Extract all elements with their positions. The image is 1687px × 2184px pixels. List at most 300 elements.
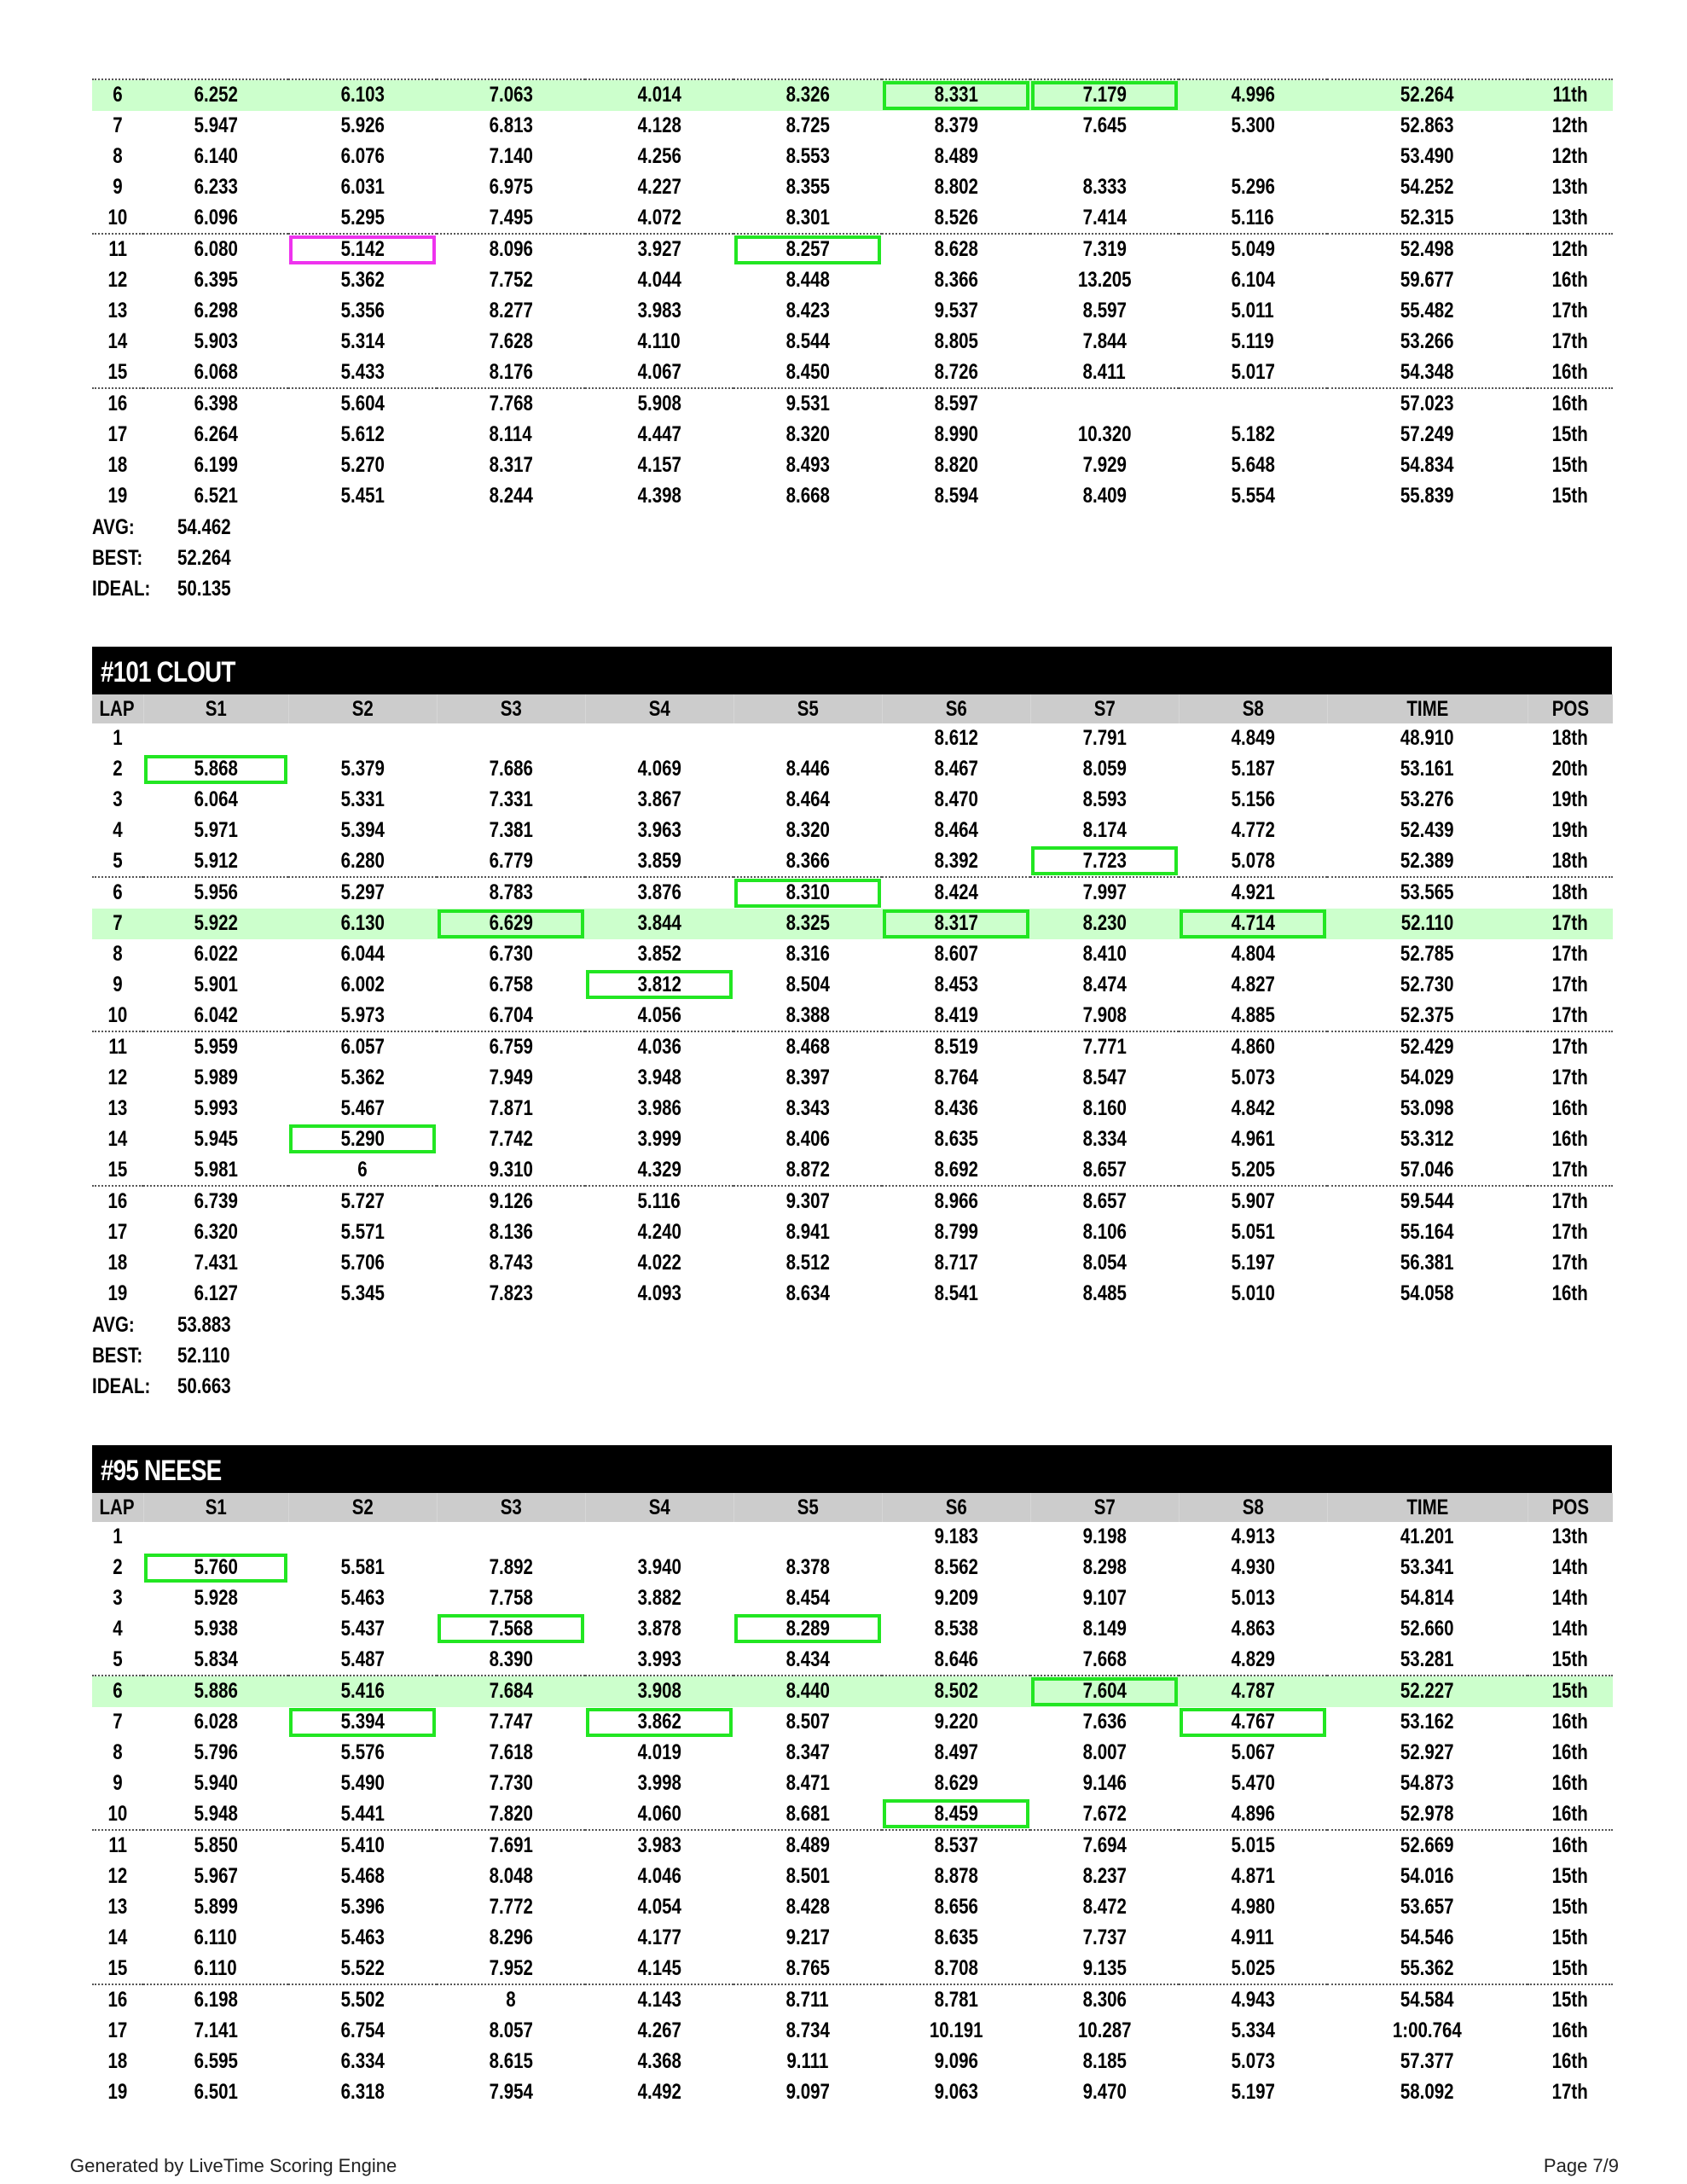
sector-4-time: 4.157 [637,452,681,477]
column-header-time: TIME [1327,694,1528,723]
sector-1-time: 5.868 [143,754,288,785]
sector-7-time: 8.474 [1082,972,1127,996]
sector-6-time: 9.220 [934,1710,978,1734]
position: 12th [1551,113,1589,138]
position: 18th [1528,877,1613,909]
position: 15th [1528,1676,1613,1707]
sector-5-time: 8.725 [786,113,830,138]
sector-4-time: 4.447 [637,422,681,447]
sector-1-time: 5.796 [194,1740,238,1764]
sector-6-time: 8.392 [934,848,978,873]
sector-1-time: 6.198 [143,1984,288,2016]
sector-6-time: 8.317 [882,909,1030,939]
driver-section-101-clout [92,647,1612,1403]
sector-5-time: 8.468 [733,1031,882,1063]
sector-8-time: 5.013 [1231,1585,1275,1610]
sector-4-time: 4.143 [585,1984,733,2016]
lap-number: 18 [107,1250,128,1275]
sector-6-time: 8.436 [934,1095,978,1120]
sector-6-time: 8.708 [934,1955,978,1980]
sector-1-time [143,1522,288,1553]
sector-1-time: 6.398 [143,388,288,420]
sector-5-time: 8.450 [786,359,830,384]
sector-8-time: 4.787 [1179,1676,1327,1707]
sector-7-time [1030,142,1179,172]
sector-4-time: 4.267 [637,2018,681,2043]
sector-5-time: 8.941 [786,1220,830,1245]
sector-1-time: 5.989 [194,1066,238,1090]
sector-1-time: 6.064 [194,787,238,811]
sector-5-time: 8.434 [786,1647,830,1671]
lap-number: 16 [92,1186,143,1217]
sector-4-time: 4.036 [585,1031,733,1063]
sector-2-time: 5.314 [340,328,385,353]
driver-banner [92,1445,1612,1493]
sector-4-time: 4.329 [637,1157,681,1182]
sector-3-time: 7.628 [489,328,533,353]
lap-number: 4 [113,817,123,842]
sector-3-time: 6.704 [489,1002,533,1027]
lap-time: 53.312 [1400,1126,1454,1151]
sector-3-time [437,723,585,754]
stat-ideal [92,574,1612,605]
sector-7-time: 8.007 [1082,1740,1127,1764]
sector-4-time: 3.927 [585,234,733,265]
lap-number: 3 [113,787,123,811]
sector-3-time: 8.783 [437,877,585,909]
sector-2-time: 5.727 [288,1186,437,1217]
sector-3-time: 7.871 [489,1095,533,1120]
sector-1-time: 6.320 [194,1220,238,1245]
lap-row [92,845,1613,877]
lap-time: 52.498 [1327,234,1528,265]
sector-4-time: 3.812 [585,969,733,1000]
lap-number: 18 [107,2048,128,2073]
lap-number: 9 [113,972,123,996]
sector-8-time: 4.980 [1231,1894,1275,1919]
column-header-s7: S7 [1030,1493,1179,1522]
sector-7-time: 7.791 [1082,726,1127,751]
lap-number: 6 [92,877,143,909]
stat-value: 53.883 [177,1313,231,1338]
lap-number: 12 [107,268,128,293]
sector-2-time: 5.379 [340,757,385,781]
sector-2-time: 5.487 [340,1647,385,1671]
stat-ideal [92,1372,1612,1403]
sector-3-time: 8.114 [489,422,533,447]
lap-number: 10 [107,1002,128,1027]
sector-6-time: 8.470 [934,787,978,811]
sector-7-time: 9.135 [1082,1955,1127,1980]
sector-1-time: 6.252 [143,79,288,111]
sector-8-time: 4.849 [1231,726,1275,751]
sector-2-time: 5.468 [340,1864,385,1889]
sector-4-time: 4.145 [637,1955,681,1980]
sector-8-time: 5.010 [1231,1281,1275,1305]
sector-5-time: 8.446 [786,757,830,781]
lap-number: 5 [113,1647,123,1671]
sector-6-time: 8.628 [882,234,1030,265]
lap-time: 56.381 [1400,1250,1454,1275]
sector-7-time: 7.604 [1030,1676,1179,1707]
footer-generated-by: Generated by LiveTime Scoring Engine [70,2155,397,2176]
lap-number: 7 [113,113,123,138]
sector-6-time: 8.453 [934,972,978,996]
sector-5-time: 9.217 [786,1925,830,1949]
sector-3-time: 7.331 [489,787,533,811]
sector-7-time: 8.149 [1082,1616,1127,1641]
sector-1-time: 6.068 [194,359,238,384]
position: 16th [1528,1830,1613,1862]
sector-6-time: 8.646 [934,1647,978,1671]
sector-1-time: 5.971 [194,817,238,842]
sector-5-time: 8.388 [786,1002,830,1027]
lap-row [92,2047,1613,2077]
sector-3-time [437,1522,585,1553]
sector-2-time: 6.103 [288,79,437,111]
lap-time: 52.227 [1327,1676,1528,1707]
sector-6-time: 8.726 [934,359,978,384]
sector-8-time: 4.827 [1231,972,1275,996]
lap-row [92,1830,1613,1862]
lap-row [92,202,1613,234]
position: 16th [1551,1126,1589,1151]
sector-8-time: 4.804 [1231,941,1275,966]
sector-1-time: 6.080 [143,234,288,265]
sector-5-time: 9.531 [733,388,882,420]
sector-4-time: 4.067 [637,359,681,384]
lap-row [92,480,1613,511]
sector-1-time: 6.395 [194,268,238,293]
sector-4-time: 3.844 [585,909,733,939]
lap-time: 54.814 [1400,1585,1454,1610]
position: 17th [1551,2079,1589,2104]
sector-4-time: 4.056 [637,1002,681,1027]
sector-6-time: 8.331 [882,79,1030,111]
sector-5-time: 9.307 [733,1186,882,1217]
sector-5-time: 8.320 [786,422,830,447]
sector-6-time: 8.820 [934,452,978,477]
sector-3-time: 8.048 [489,1864,533,1889]
lap-number: 7 [113,1710,123,1734]
sector-6-time: 8.597 [882,388,1030,420]
sector-8-time: 5.907 [1179,1186,1327,1217]
position: 18th [1551,726,1589,751]
sector-1-time: 7.141 [194,2018,238,2043]
sector-1-time: 5.912 [194,848,238,873]
lap-time: 52.439 [1400,817,1454,842]
position: 16th [1551,2048,1589,2073]
sector-8-time: 5.334 [1231,2018,1275,2043]
sector-7-time: 9.470 [1082,2079,1127,2104]
lap-row [92,296,1613,327]
lap-row [92,1922,1613,1953]
lap-number: 12 [107,1864,128,1889]
sector-2-time: 5.437 [340,1616,385,1641]
sector-6-time: 8.781 [882,1984,1030,2016]
column-header-s7: S7 [1030,694,1179,723]
position: 17th [1551,328,1589,353]
position: 16th [1551,1740,1589,1764]
lap-row [92,450,1613,481]
sector-4-time: 4.044 [637,268,681,293]
lap-number: 15 [107,1157,128,1182]
lap-number: 16 [92,388,143,420]
sector-2-time: 6.002 [340,972,385,996]
sector-7-time: 7.771 [1030,1031,1179,1063]
sector-1-time: 6.233 [194,174,238,199]
sector-3-time: 7.568 [437,1613,585,1644]
sector-2-time [288,723,437,754]
position: 17th [1551,1066,1589,1090]
sector-6-time: 8.489 [934,143,978,168]
lap-number: 14 [107,1126,128,1151]
sector-3-time: 6.779 [489,848,533,873]
sector-5-time: 8.634 [786,1281,830,1305]
lap-number: 7 [92,909,143,939]
sector-7-time: 8.106 [1082,1220,1127,1245]
sector-1-time: 6.096 [194,205,238,229]
sector-3-time: 8 [437,1984,585,2016]
sector-2-time: 5.270 [340,452,385,477]
sector-8-time: 5.017 [1231,359,1275,384]
sector-4-time: 5.116 [585,1186,733,1217]
lap-row [92,1186,1613,1217]
sector-1-time: 6.264 [194,422,238,447]
column-header-s8: S8 [1179,694,1327,723]
position: 19th [1551,817,1589,842]
sector-6-time: 8.990 [934,422,978,447]
column-header-row [92,694,1613,723]
sector-8-time [1179,142,1327,172]
sector-4-time: 3.878 [637,1616,681,1641]
stat-label: AVG: [92,1313,135,1338]
sector-8-time: 5.648 [1231,452,1275,477]
lap-time: 54.029 [1400,1066,1454,1090]
sector-7-time: 7.672 [1082,1801,1127,1826]
lap-time: 59.677 [1400,268,1454,293]
sector-6-time: 8.656 [934,1894,978,1919]
sector-6-time: 8.379 [934,113,978,138]
sector-5-time: 8.325 [733,909,882,939]
lap-time: 52.660 [1400,1616,1454,1641]
lap-number: 19 [107,1281,128,1305]
sector-7-time: 8.410 [1082,941,1127,966]
sector-7-time: 8.411 [1082,359,1127,384]
sector-8-time: 5.051 [1231,1220,1275,1245]
sector-8-time: 4.913 [1231,1525,1275,1549]
sector-7-time: 8.547 [1082,1066,1127,1090]
sector-5-time: 8.310 [733,877,882,909]
lap-number: 16 [92,1984,143,2016]
sector-1-time: 6.140 [194,143,238,168]
sector-5-time: 8.326 [733,79,882,111]
lap-number: 3 [113,1585,123,1610]
lap-number: 14 [107,1925,128,1949]
sector-3-time: 8.390 [489,1647,533,1671]
sector-3-time: 8.057 [489,2018,533,2043]
sector-8-time: 4.921 [1179,877,1327,909]
sector-7-time: 8.333 [1082,174,1127,199]
column-header-s4: S4 [585,1493,733,1522]
sector-3-time: 8.176 [489,359,533,384]
lap-time: 53.266 [1400,328,1454,353]
lap-time: 52.264 [1327,79,1528,111]
position: 11th [1528,79,1613,111]
sector-8-time: 5.116 [1231,205,1275,229]
sector-4-time: 4.240 [637,1220,681,1245]
lap-number: 17 [107,1220,128,1245]
lap-number: 1 [113,1525,123,1549]
lap-number: 18 [107,452,128,477]
sector-1-time: 6.739 [143,1186,288,1217]
position: 17th [1528,1186,1613,1217]
lap-time: 55.839 [1400,483,1454,508]
sector-8-time: 5.187 [1231,757,1275,781]
lap-number: 11 [92,1830,143,1862]
position: 15th [1551,1955,1589,1980]
sector-4-time [585,723,733,754]
sector-3-time: 7.747 [489,1710,533,1734]
lap-time: 52.730 [1400,972,1454,996]
sector-2-time: 5.394 [340,817,385,842]
sector-7-time: 8.472 [1082,1894,1127,1919]
position: 16th [1551,1095,1589,1120]
sector-7-time: 7.929 [1082,452,1127,477]
sector-8-time [1179,388,1327,420]
sector-1-time: 5.760 [143,1553,288,1583]
sector-3-time: 7.742 [489,1126,533,1151]
sector-2-time: 5.297 [288,877,437,909]
lap-time: 52.669 [1327,1830,1528,1862]
sector-8-time: 4.911 [1231,1925,1275,1949]
position: 17th [1528,1031,1613,1063]
lap-time: 55.482 [1400,298,1454,322]
lap-table [92,694,1613,1309]
sector-7-time: 8.657 [1082,1157,1127,1182]
lap-row [92,1000,1613,1031]
sector-1-time: 5.886 [143,1676,288,1707]
sector-1-time: 5.947 [194,113,238,138]
lap-row [92,2016,1613,2047]
sector-2-time: 5.612 [340,422,385,447]
sector-2-time: 5.295 [340,205,385,229]
lap-number: 17 [107,422,128,447]
position: 16th [1528,388,1613,420]
sector-5-time [733,1522,882,1553]
lap-time: 52.375 [1400,1002,1454,1027]
sector-3-time: 6.730 [489,941,533,966]
sector-2-time: 5.433 [340,359,385,384]
lap-time: 53.098 [1400,1095,1454,1120]
lap-time: 59.544 [1327,1186,1528,1217]
sector-8-time: 5.296 [1231,174,1275,199]
lap-row [92,1553,1613,1583]
lap-row [92,1522,1613,1553]
lap-row [92,357,1613,388]
lap-number: 14 [107,328,128,353]
sector-8-time: 4.930 [1231,1555,1275,1580]
sector-7-time: 13.205 [1077,268,1132,293]
sector-1-time: 5.940 [194,1770,238,1795]
lap-row [92,1583,1613,1614]
sector-3-time: 8.317 [489,452,533,477]
position: 15th [1551,1647,1589,1671]
sector-3-time: 8.277 [489,298,533,322]
lap-table [92,1493,1613,2107]
sector-5-time: 8.489 [733,1830,882,1862]
lap-time: 58.092 [1400,2079,1454,2104]
lap-number: 17 [107,2018,128,2043]
lap-row [92,2077,1613,2107]
sector-1-time: 5.967 [194,1864,238,1889]
stat-value: 52.110 [177,1343,230,1368]
sector-7-time: 7.844 [1082,328,1127,353]
sector-2-time: 5.463 [340,1925,385,1949]
sector-5-time: 8.493 [786,452,830,477]
sector-8-time: 5.205 [1231,1157,1275,1182]
lap-number: 2 [113,1555,123,1580]
lap-time: 52.785 [1400,941,1454,966]
sector-7-time: 10.320 [1077,422,1132,447]
sector-2-time: 6.754 [340,2018,385,2043]
sector-2-time: 5.467 [340,1095,385,1120]
sector-6-time: 8.717 [934,1250,978,1275]
sector-6-time: 8.878 [934,1864,978,1889]
lap-row [92,723,1613,754]
sector-1-time: 5.981 [194,1157,238,1182]
sector-7-time [1030,388,1179,420]
sector-6-time: 8.541 [934,1281,978,1305]
stat-label: BEST: [92,1343,143,1368]
lap-number: 8 [113,941,123,966]
position: 16th [1551,1770,1589,1795]
sector-7-time: 9.198 [1082,1525,1127,1549]
footer-page-number: Page 7/9 [1543,2155,1619,2176]
sector-1-time: 6.042 [194,1002,238,1027]
sector-3-time: 6.629 [437,909,585,939]
sector-7-time: 7.179 [1030,79,1179,111]
sector-3-time: 7.758 [489,1585,533,1610]
sector-2-time: 5.441 [340,1801,385,1826]
lap-time: 57.249 [1400,422,1454,447]
column-header-s4: S4 [585,694,733,723]
position: 15th [1551,483,1589,508]
sector-2-time: 5.926 [340,113,385,138]
sector-8-time: 5.197 [1231,2079,1275,2104]
sector-8-time: 4.885 [1231,1002,1275,1027]
sector-8-time: 4.943 [1179,1984,1327,2016]
sector-1-time: 5.938 [194,1616,238,1641]
position: 15th [1551,422,1589,447]
sector-7-time: 7.694 [1030,1830,1179,1862]
sector-1-time: 5.928 [194,1585,238,1610]
lap-row [92,1063,1613,1094]
column-header-lap: LAP [92,694,143,723]
sector-5-time: 8.320 [786,817,830,842]
sector-4-time: 3.999 [637,1126,681,1151]
sector-5-time: 8.681 [786,1801,830,1826]
lap-row [92,234,1613,265]
column-header-s1: S1 [143,694,288,723]
sector-4-time: 4.177 [637,1925,681,1949]
sector-7-time: 7.737 [1082,1925,1127,1949]
sector-8-time: 5.049 [1179,234,1327,265]
lap-number: 4 [113,1616,123,1641]
sector-7-time: 8.593 [1082,787,1127,811]
lap-row [92,939,1613,970]
lap-time: 55.164 [1400,1220,1454,1245]
